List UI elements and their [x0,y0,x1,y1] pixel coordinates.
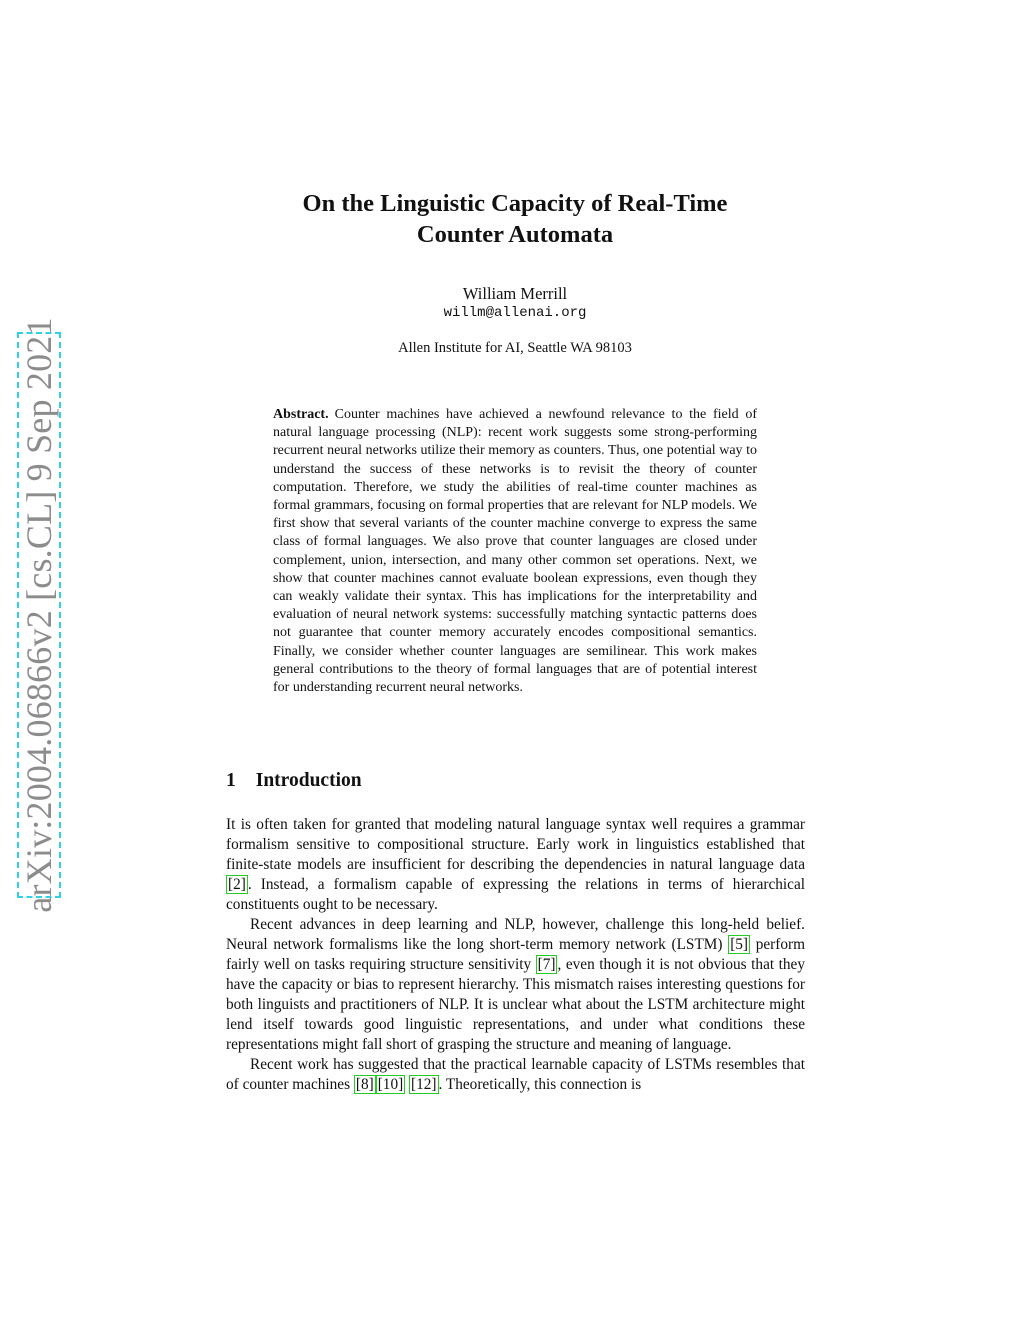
citation-link[interactable]: [7] [537,956,556,973]
section-title: Introduction [255,770,362,791]
section-heading [226,770,362,792]
citation-link[interactable]: [2] [228,876,246,893]
paragraph-text: . Theoretically, this connection is [438,1076,642,1093]
citation-link[interactable]: [12] [411,1076,437,1093]
abstract [273,406,757,697]
paragraph [226,815,805,915]
paragraph-text: . Instead, a formalism capable of expressing the relations in terms of hierarchical constituents ought to be necessary. [226,876,805,913]
citation-link[interactable]: [5] [730,936,749,953]
abstract-text: Counter machines have achieved a newfound relevance to the field of natural language processing (NLP): recent work suggests some strong-performing recurrent neural networks utilize their memory as counters. Thus, one potential way to understand the success of these networks is to revisit the theory of counter computation. Therefore, we study the abilities of real-time counter machines as formal grammars, focusing on formal properties that are relevant for NLP models. We first show that several variants of the counter machine converge to express the same class of formal languages. We also prove that counter languages are closed under complement, union, intersection, and many other common set operations. Next, we show that counter machines cannot evaluate boolean expressions, even though they can weakly validate their syntax. This has implications for the interpretability and evaluation of neural network systems: successfully matching syntactic patterns does not guarantee that counter memory accurately encodes compositional semantics. Finally, we consider whether counter languages are semilinear. This work makes general contributions to the theory of formal languages that are of potential interest for understanding recurrent neural networks. [273,407,757,696]
section-number: 1 [226,770,236,791]
paragraph-text: perform fairly well on tasks requiring structure sensitivity [226,936,805,973]
arxiv-id: arXiv:2004.06866v2 [cs.CL] 9 Sep 2021 [19,317,59,913]
paragraph-text: Recent advances in deep learning and NLP, however, challenge this long-held belief. Neural network formalisms like the long short-term memory network (LSTM) [226,916,805,953]
author-email[interactable]: willm@allenai.org [443,305,587,321]
title-line-1: On the Linguistic Capacity of Real-Time [302,190,728,217]
author-name: William Merrill [462,284,568,303]
arxiv-stamp[interactable] [17,317,61,913]
abstract-label: Abstract. [273,407,329,422]
paragraph [226,915,805,1055]
paragraph-text: , even though it is not obvious that they have the capacity or bias to represent hierarchy. This mismatch raises interesting questions for both linguists and practitioners of NLP. It is unclear what about the LSTM architecture might lend itself towards good linguistic representations, and under what conditions these representations might fall short of grasping the structure and meaning of language. [226,956,805,1053]
paragraph [226,1055,805,1095]
citation-link[interactable]: [10] [377,1076,404,1093]
paragraph-text: Recent work has suggested that the practical learnable capacity of LSTMs resembles that of counter machines [226,1056,805,1093]
paragraph-text: It is often taken for granted that modeling natural language syntax well requires a grammar formalism sensitive to compositional structure. Early work in linguistics established that finite-state models are insufficient for describing the dependencies in natural language data [226,816,805,873]
paper-title [226,188,804,250]
citation-link[interactable]: [8] [355,1076,374,1093]
affiliation: Allen Institute for AI, Seattle WA 98103 [398,340,632,356]
title-line-2: Counter Automata [416,221,614,248]
introduction-body [226,815,805,1095]
